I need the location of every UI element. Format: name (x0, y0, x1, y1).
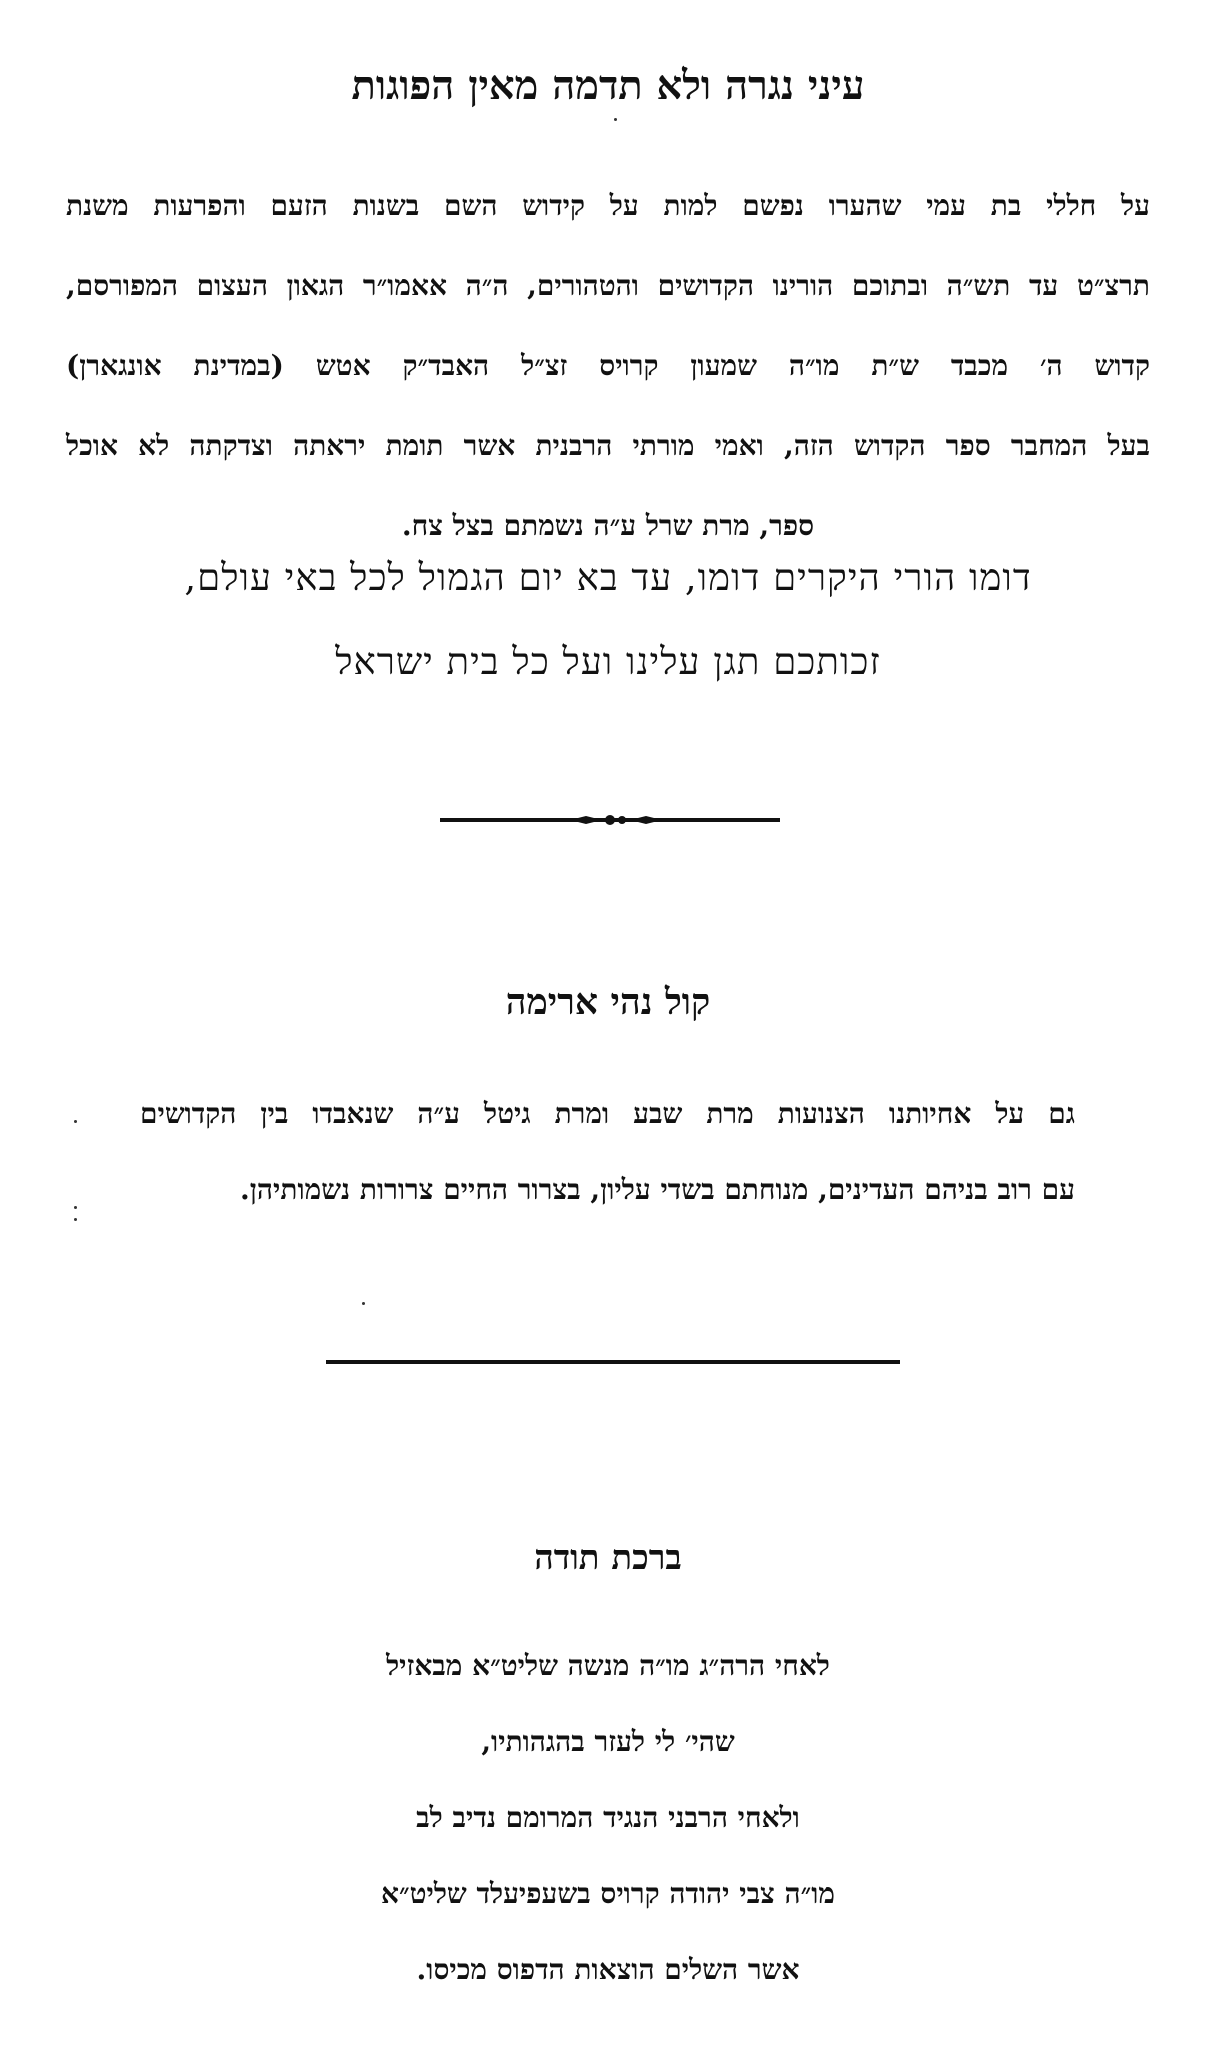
scan-speck (74, 1120, 77, 1123)
lament-line-2: עם רוב בניהם העדינים, מנוחתם בשדי עליון, בצרור החיים צרורות נשמותיהן. (240, 1173, 1075, 1206)
acknowledgement-title: ברכת תודה (534, 1538, 682, 1578)
acknowledgement-line-3: ולאחי הרבני הנגיד המרומם נדיב לב (416, 1801, 800, 1834)
scan-speck (74, 1218, 77, 1221)
lament-title: קול נהי ארימה (505, 981, 711, 1023)
verse-line-1: דומו הורי היקרים דומו, עד בא יום הגמול לכל באי עולם, (184, 556, 1032, 599)
scan-speck (362, 1302, 365, 1305)
acknowledgement-line-4: מו״ה צבי יהודה קרויס בשעפיעלד שליט״א (380, 1877, 836, 1910)
dedication-line-4: בעל המחבר ספר הקדוש הזה, ואמי מורתי הרבנית אשר תומת יראתה וצדקתה לא אוכל (66, 429, 1150, 462)
acknowledgement-lines (0, 1628, 1216, 2008)
scan-speck (74, 1206, 77, 1209)
dedication-line-5: ספר, מרת שרל ע״ה נשמתם בצל צח. (401, 509, 815, 542)
dedication-line-3: קדוש ה׳ מכבד ש״ת מו״ה שמעון קרויס זצ״ל האבד״ק אטש (במדינת אונגארן) (66, 349, 1150, 382)
acknowledgement-line-5: אשר השלים הוצאות הדפוס מכיסו. (416, 1953, 800, 1986)
dedication-line-1: על חללי בת עמי שהערו נפשם למות על קידוש השם בשנות הזעם והפרעות משנת (66, 189, 1150, 222)
lament-line-1: גם על אחיותנו הצנועות מרת שבע ומרת גיטל ע״ה שנאבדו בין הקדושים (140, 1097, 1075, 1130)
ornamental-divider (440, 812, 780, 828)
dedication-line-2: תרצ״ט עד תש״ה ובתוכם הורינו הקדושים והטהורים, ה״ה אאמו״ר הגאון העצום המפורסם, (66, 269, 1150, 302)
dedication-paragraph (66, 166, 1150, 566)
acknowledgement-line-2: שהי׳ לי לעזר בהגהותיו, (481, 1725, 735, 1758)
section-divider (326, 1360, 900, 1364)
scan-speck (614, 118, 617, 121)
lament-paragraph (140, 1076, 1075, 1228)
dedication-title: עיני נגרה ולא תדמה מאין הפוגות (351, 62, 865, 109)
verse-line-2: זכותכם תגן עלינו ועל כל בית ישראל (335, 640, 881, 683)
acknowledgement-line-1: לאחי הרה״ג מו״ה מנשה שליט״א מבאזיל (386, 1649, 830, 1682)
